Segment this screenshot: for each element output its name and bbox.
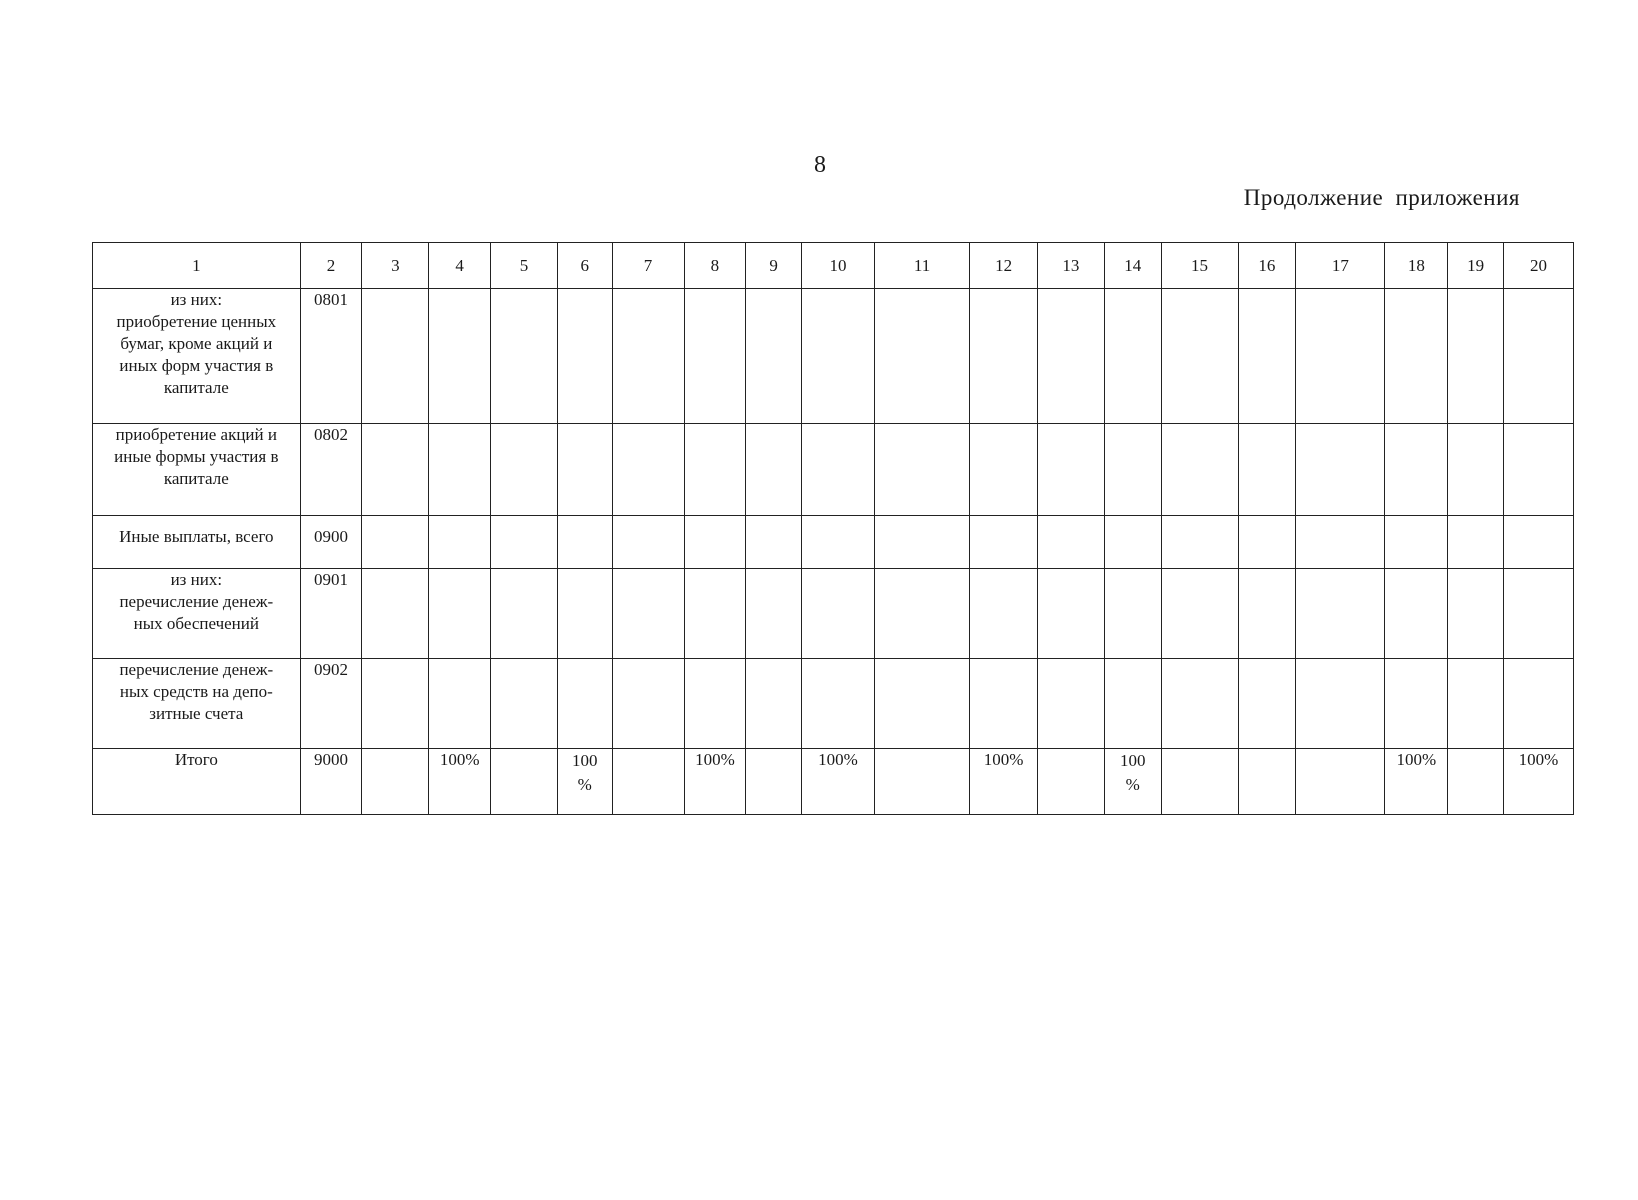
- table-cell: [1503, 659, 1573, 749]
- table-cell: [802, 424, 875, 516]
- row-label-line: капитале: [163, 469, 229, 488]
- total-value-part: 100: [1119, 751, 1146, 770]
- table-cell: [1503, 569, 1573, 659]
- row-label-line: Иные выплаты, всего: [119, 527, 274, 546]
- col-header-19: 19: [1448, 243, 1504, 289]
- table-cell: [1038, 659, 1105, 749]
- table-cell: [491, 569, 558, 659]
- row-code: 0802: [300, 424, 362, 516]
- table-cell: [1385, 516, 1448, 569]
- col-header-6: 6: [557, 243, 612, 289]
- table-cell: [612, 569, 684, 659]
- table-cell: [970, 516, 1038, 569]
- row-label-line: перечисление денеж-: [119, 592, 274, 611]
- total-cell-col-18: 100%: [1385, 749, 1448, 815]
- table-cell: [612, 516, 684, 569]
- table-cell: [874, 424, 969, 516]
- table-cell: [684, 289, 746, 424]
- col-header-10: 10: [802, 243, 875, 289]
- row-label-line: бумаг, кроме акций и: [120, 334, 273, 353]
- table-row: [93, 424, 1574, 516]
- table-cell: [802, 569, 875, 659]
- table-cell: [1385, 424, 1448, 516]
- table-cell: [746, 569, 802, 659]
- col-header-20: 20: [1503, 243, 1573, 289]
- row-label-line: капитале: [163, 378, 229, 397]
- table-cell: [1038, 569, 1105, 659]
- table-cell: [429, 659, 491, 749]
- total-cell-col-14: [1104, 749, 1161, 815]
- page-number: 8: [814, 152, 826, 178]
- table-cell: [557, 659, 612, 749]
- table-cell: [1385, 289, 1448, 424]
- row-code: 0900: [300, 516, 362, 569]
- table-cell: [1161, 516, 1238, 569]
- table-cell: [970, 659, 1038, 749]
- table-cell: [1448, 749, 1504, 815]
- table-cell: [612, 749, 684, 815]
- table-cell: [1161, 659, 1238, 749]
- col-header-8: 8: [684, 243, 746, 289]
- table-cell: [874, 659, 969, 749]
- table-cell: [802, 659, 875, 749]
- table-cell: [491, 659, 558, 749]
- table-cell: [1038, 516, 1105, 569]
- total-cell-col-20: 100%: [1503, 749, 1573, 815]
- table-cell: [746, 516, 802, 569]
- table-cell: [612, 659, 684, 749]
- col-header-11: 11: [874, 243, 969, 289]
- col-header-12: 12: [970, 243, 1038, 289]
- row-label-line: иных форм участия в: [119, 356, 274, 375]
- table-cell: [1238, 289, 1296, 424]
- total-value-part: %: [577, 775, 592, 794]
- col-header-3: 3: [362, 243, 429, 289]
- total-value-part: %: [1125, 775, 1140, 794]
- table-cell: [362, 569, 429, 659]
- table-cell: [1296, 659, 1385, 749]
- table-cell: [1238, 516, 1296, 569]
- table-cell: [1104, 659, 1161, 749]
- table-cell: [970, 424, 1038, 516]
- table-cell: [429, 424, 491, 516]
- table-cell: [1161, 749, 1238, 815]
- table-cell: [557, 569, 612, 659]
- row-label-line: зитные счета: [149, 704, 244, 723]
- table-cell: [362, 516, 429, 569]
- table-cell: [874, 516, 969, 569]
- col-header-4: 4: [429, 243, 491, 289]
- col-header-1: 1: [93, 243, 301, 289]
- row-code: 0901: [300, 569, 362, 659]
- table-cell: [1238, 749, 1296, 815]
- table-cell: [746, 749, 802, 815]
- table-cell: [1038, 424, 1105, 516]
- col-header-7: 7: [612, 243, 684, 289]
- table-cell: [1296, 424, 1385, 516]
- table-cell: [1104, 424, 1161, 516]
- row-label-line: перечисление денеж-: [119, 660, 274, 679]
- table-cell: [874, 749, 969, 815]
- row-label: [93, 569, 301, 659]
- row-code: 9000: [300, 749, 362, 815]
- table-cell: [684, 516, 746, 569]
- table-cell: [746, 424, 802, 516]
- table-cell: [746, 289, 802, 424]
- table-cell: [802, 289, 875, 424]
- row-label: [93, 659, 301, 749]
- table-cell: [1448, 516, 1504, 569]
- total-cell-col-10: 100%: [802, 749, 875, 815]
- table-cell: [491, 424, 558, 516]
- continuation-heading: Продолжение приложения: [1243, 185, 1520, 210]
- table-cell: [557, 424, 612, 516]
- table-cell: [970, 289, 1038, 424]
- table-cell: [429, 289, 491, 424]
- table-cell: [1104, 569, 1161, 659]
- table-cell: [1448, 424, 1504, 516]
- table-cell: [1161, 424, 1238, 516]
- table-cell: [1296, 516, 1385, 569]
- row-label: [93, 516, 301, 569]
- table-cell: [362, 659, 429, 749]
- table-cell: [1296, 749, 1385, 815]
- table-cell: [1238, 424, 1296, 516]
- table-cell: [1238, 569, 1296, 659]
- row-label-line: приобретение акций и: [115, 425, 277, 444]
- table-cell: [1161, 289, 1238, 424]
- total-cell-col-8: 100%: [684, 749, 746, 815]
- table-cell: [491, 749, 558, 815]
- row-label-line: иные формы участия в: [114, 447, 279, 466]
- table-cell: [1503, 424, 1573, 516]
- row-label-line: ных обеспечений: [133, 614, 259, 633]
- table-cell: [874, 289, 969, 424]
- row-label: [93, 289, 301, 424]
- table-cell: [1296, 289, 1385, 424]
- table-cell: [491, 516, 558, 569]
- col-header-16: 16: [1238, 243, 1296, 289]
- table-cell: [1385, 569, 1448, 659]
- table-cell: [970, 569, 1038, 659]
- col-header-15: 15: [1161, 243, 1238, 289]
- table-cell: [1161, 569, 1238, 659]
- total-value-part: 100: [572, 751, 598, 770]
- table-cell: [1038, 289, 1105, 424]
- table-cell: [362, 424, 429, 516]
- table-cell: [1448, 569, 1504, 659]
- table-row: [93, 289, 1574, 424]
- table-cell: [874, 569, 969, 659]
- table-cell: [1038, 749, 1105, 815]
- table-cell: [684, 569, 746, 659]
- table-cell: [1385, 659, 1448, 749]
- table-cell: [802, 516, 875, 569]
- table-row: [93, 659, 1574, 749]
- row-label-line: из них:: [170, 570, 223, 589]
- table-cell: [1503, 516, 1573, 569]
- col-header-2: 2: [300, 243, 362, 289]
- table-cell: [684, 424, 746, 516]
- row-code: 0902: [300, 659, 362, 749]
- table-row: [93, 516, 1574, 569]
- col-header-9: 9: [746, 243, 802, 289]
- row-label-line: из них:: [170, 290, 223, 309]
- table-cell: [1104, 289, 1161, 424]
- table-cell: [429, 569, 491, 659]
- row-label-line: Итого: [174, 750, 218, 769]
- table-cell: [1238, 659, 1296, 749]
- header-row: [93, 243, 1574, 289]
- row-label: [93, 749, 301, 815]
- table-cell: [362, 289, 429, 424]
- table-cell: [612, 424, 684, 516]
- col-header-5: 5: [491, 243, 558, 289]
- row-label-line: ных средств на депо-: [119, 682, 273, 701]
- table-cell: [1104, 516, 1161, 569]
- table-row-total: [93, 749, 1574, 815]
- table-cell: [362, 749, 429, 815]
- row-label-line: приобретение ценных: [116, 312, 277, 331]
- total-cell-col-4: 100%: [429, 749, 491, 815]
- col-header-17: 17: [1296, 243, 1385, 289]
- table-cell: [1448, 289, 1504, 424]
- col-header-18: 18: [1385, 243, 1448, 289]
- table-cell: [746, 659, 802, 749]
- row-code: 0801: [300, 289, 362, 424]
- table-cell: [557, 289, 612, 424]
- total-cell-col-12: 100%: [970, 749, 1038, 815]
- table-cell: [1296, 569, 1385, 659]
- table-cell: [684, 659, 746, 749]
- total-cell-col-6: [557, 749, 612, 815]
- table-cell: [1503, 289, 1573, 424]
- row-label: [93, 424, 301, 516]
- col-header-14: 14: [1104, 243, 1161, 289]
- table-cell: [557, 516, 612, 569]
- report-table: [92, 242, 1574, 815]
- col-header-13: 13: [1038, 243, 1105, 289]
- table-row: [93, 569, 1574, 659]
- table-cell: [429, 516, 491, 569]
- table-cell: [491, 289, 558, 424]
- table-cell: [612, 289, 684, 424]
- table-cell: [1448, 659, 1504, 749]
